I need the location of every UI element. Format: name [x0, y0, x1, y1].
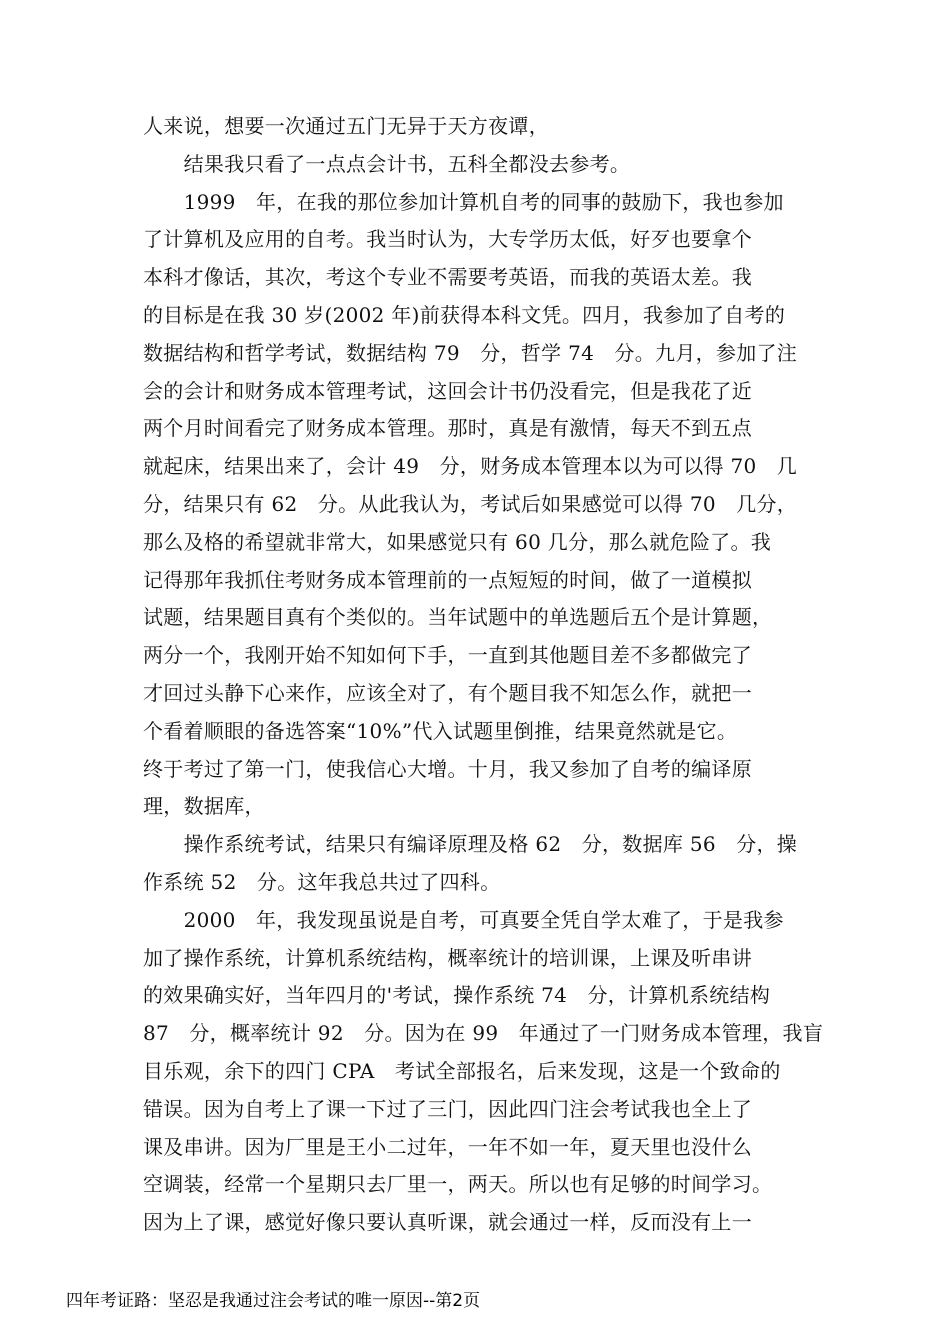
body-text: [143, 108, 824, 1242]
page-footer: 四年考证路：坚忍是我通过注会考试的唯一原因--第2页: [66, 1291, 481, 1311]
text-line: 人来说，想要一次通过五门无异于天方夜谭，: [143, 114, 549, 138]
text-line: 才回过头静下心来作，应该全对了，有个题目我不知怎么作，就把一: [143, 680, 752, 705]
text-line: 数据结构和哲学考试，数据结构 79 分，哲学 74 分。九月，参加了注: [143, 340, 798, 365]
text-line: 就起床，结果出来了，会计 49 分，财务成本管理本以为可以得 70 几: [143, 454, 798, 479]
text-line: 87 分，概率统计 92 分。因为在 99 年通过了一门财务成本管理，我盲: [143, 1021, 824, 1046]
text-line: 分，结果只有 62 分。从此我认为，考试后如果感觉可以得 70 几分，: [143, 491, 798, 516]
text-line: 作系统 52 分。这年我总共过了四科。: [143, 869, 501, 894]
text-line: 试题，结果题目真有个类似的。当年试题中的单选题后五个是计算题，: [143, 605, 773, 630]
text-line: 操作系统考试，结果只有编译原理及格 62 分，数据库 56 分，操: [143, 832, 798, 857]
text-line: 目乐观，余下的四门 CPA 考试全部报名，后来发现，这是一个致命的: [143, 1058, 781, 1083]
text-line: 空调装，经常一个星期只去厂里一，两天。所以也有足够的时间学习。: [143, 1172, 773, 1197]
text-line: 两个月时间看完了财务成本管理。那时，真是有激情，每天不到五点: [143, 416, 752, 441]
text-line: 加了操作系统，计算机系统结构，概率统计的培训课，上课及听串讲: [143, 945, 752, 970]
text-line: 会的会计和财务成本管理考试，这回会计书仍没看完，但是我花了近: [143, 378, 752, 403]
text-line: 结果我只看了一点点会计书，五科全都没去参考。: [143, 151, 631, 176]
text-line: 理，数据库，: [143, 794, 265, 819]
text-line: 本科才像话，其次，考这个专业不需要考英语，而我的英语太差。我: [143, 265, 752, 290]
text-line: 因为上了课，感觉好像只要认真听课，就会通过一样，反而没有上一: [143, 1210, 752, 1235]
text-line: 的效果确实好，当年四月的'考试，操作系统 74 分，计算机系统结构: [143, 983, 771, 1008]
text-line: 了计算机及应用的自考。我当时认为，大专学历太低，好歹也要拿个: [143, 227, 752, 252]
text-line: 两分一个，我刚开始不知如何下手，一直到其他题目差不多都做完了: [143, 643, 752, 668]
text-line: 那么及格的希望就非常大，如果感觉只有 60 几分，那么就危险了。我: [143, 529, 772, 554]
text-line: 1999 年，在我的那位参加计算机自考的同事的鼓励下，我也参加: [143, 189, 784, 214]
text-line: 2000 年，我发现虽说是自考，可真要全凭自学太难了，于是我参: [143, 907, 784, 932]
text-line: 错误。因为自考上了课一下过了三门，因此四门注会考试我也全上了: [143, 1096, 752, 1121]
text-line: 课及串讲。因为厂里是王小二过年，一年不如一年，夏天里也没什么: [143, 1134, 752, 1159]
text-line: 个看着顺眼的备选答案“10%”代入试题里倒推，结果竟然就是它。: [143, 718, 738, 743]
text-line: 记得那年我抓住考财务成本管理前的一点短短的时间，做了一道模拟: [143, 567, 752, 592]
text-line: 终于考过了第一门，使我信心大增。十月，我又参加了自考的编译原: [143, 756, 752, 781]
text-line: 的目标是在我 30 岁(2002 年)前获得本科文凭。四月，我参加了自考的: [143, 302, 786, 327]
